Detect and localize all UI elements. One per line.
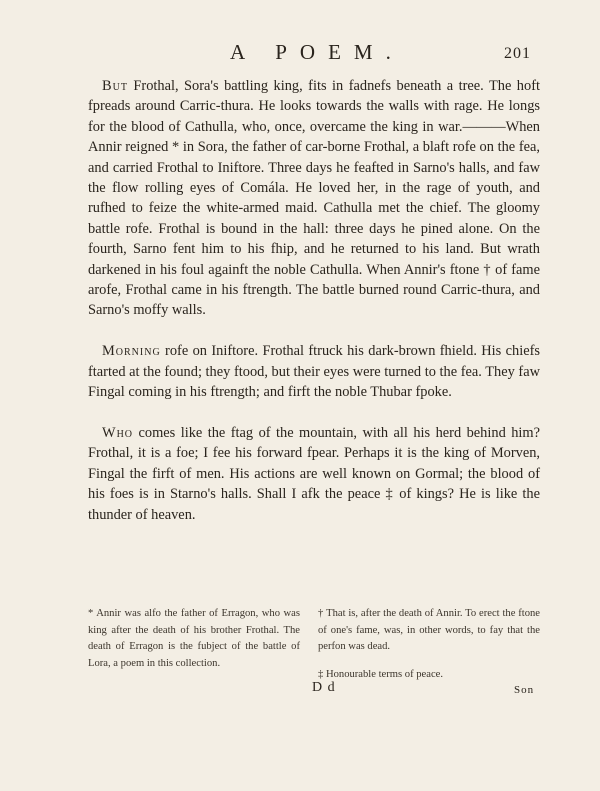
paragraph-text: Frothal, Sora's battling king, fits in fadnefs beneath a tree. The hoft fpreads around Carric-thura. He looks towards the walls with rage. He longs for the blood of Cathulla, who, once, overcame the king in war.———When Annir reigned * in Sora, the father of car-borne Frothal, a blaft rofe on the fea, and carried Frothal to Iniftore. Three days he feafted in Sarno's halls, and faw the flow rolling eyes of Comála. He loved her, in the rage of youth, and rufhed to feize the white-armed maid. Cathulla met the chief. The gloomy battle rofe. Frothal is bound in the hall: three days he pined alone. On the fourth, Sarno fent him to his fhip, and he returned to his land. But wrath darkened in his foul againft the noble Cathulla. When Annir's ftone † of fame arofe, Frothal came in his ftrength. The battle burned round Carric-thura, and Sarno's moffy walls. [88, 78, 540, 319]
running-title: A POEM. [230, 40, 404, 64]
running-header [0, 40, 600, 66]
footnote: † That is, after the death of Annir. To erect the ftone of one's fame, was, in other words, to fay that the perfon was dead. [318, 608, 540, 653]
paragraph [88, 423, 540, 525]
body-text [88, 76, 540, 545]
paragraph-lead: Who [102, 424, 134, 441]
signature-mark: D d [312, 680, 336, 695]
paragraph-lead: But [102, 78, 128, 94]
paragraph [88, 341, 540, 402]
catchword: Son [514, 684, 535, 696]
page-number: 201 [504, 45, 531, 62]
paragraph-text: rofe on Iniftore. Frothal ftruck his dark-brown fhield. His chiefs ftarted at the found; they ftood, but their eyes were turned to the fea. They faw Fingal coming in his ftrength; and firft the noble Thubar fpoke. [88, 343, 540, 401]
paragraph-text: comes like the ftag of the mountain, with all his herd behind him? Frothal, it is a foe; I fee his forward fpear. Perhaps it is the king of Morven, Fingal the firft of men. His actions are well known on Gormal; the blood of his foes is in Starno's halls. Shall I afk the peace ‡ of kings? He is like the thunder of heaven. [88, 424, 540, 523]
paragraph [88, 76, 540, 321]
footnote-column-left [88, 606, 300, 683]
footnote-column-right [318, 606, 540, 683]
footnote: ‡ Honourable terms of peace. [318, 668, 444, 680]
footnote: * Annir was alfo the father of Erragon, who was king after the death of his brother Frothal. The death of Erragon is the fubject of the battle of Lora, a poem in this collection. [88, 608, 300, 669]
footnotes [88, 606, 540, 683]
paragraph-lead: Morning [102, 343, 161, 360]
